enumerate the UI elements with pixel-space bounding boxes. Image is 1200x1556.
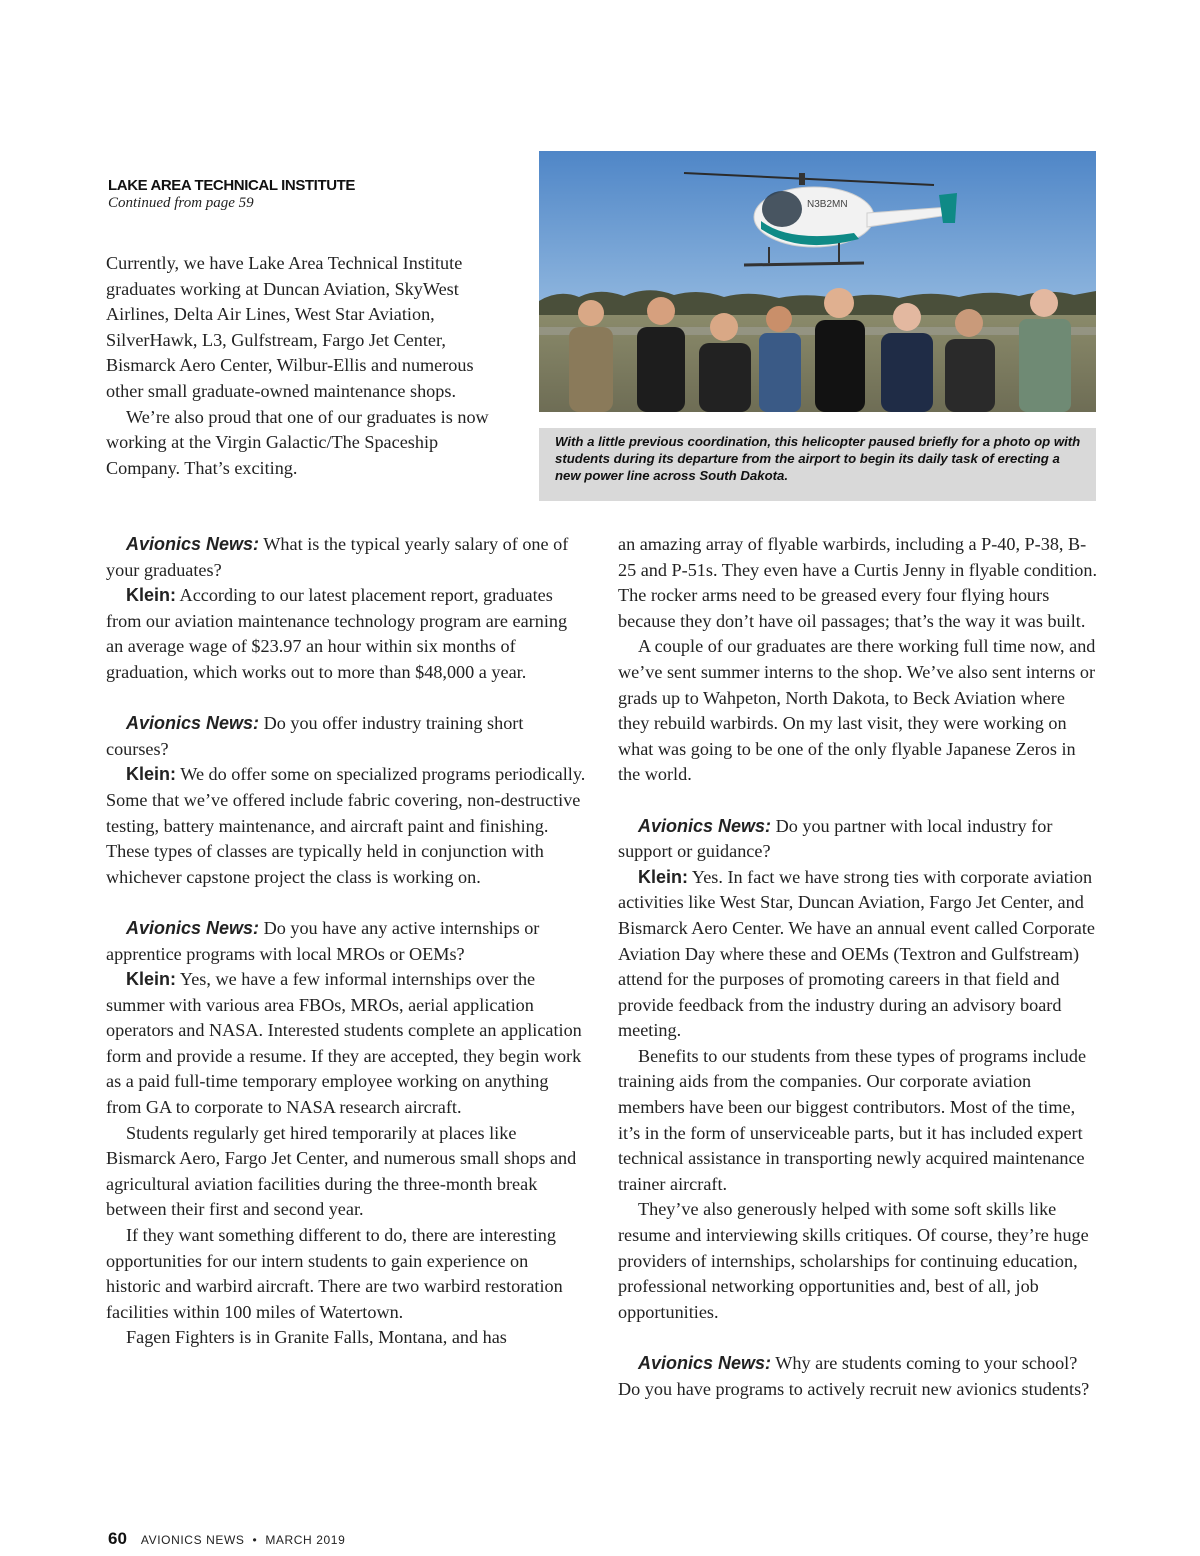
speaker-label: Avionics News: — [638, 815, 772, 836]
tail-number: N3B2MN — [807, 199, 848, 210]
paragraph-text: What is the typical yearly salary of one of your graduates? — [106, 534, 569, 580]
body-paragraph: Students regularly get hired temporarily at places like Bismarck Aero, Fargo Jet Center, and numerous small shops and agricultural aviation facilities during the three-month break between their first and second year. — [106, 1122, 577, 1220]
helicopter-group-photo — [539, 151, 1096, 412]
body-paragraph: They’ve also generously helped with some soft skills like resume and interviewing skills critiques. Of course, they’re huge providers of internships, scholarships for continuing education, professional networking opportunities and, best of all, job opportunities. — [618, 1199, 1089, 1322]
paragraph-text: Do you offer industry training short courses? — [106, 713, 524, 759]
body-paragraph: an amazing array of flyable warbirds, including a P-40, P-38, B-25 and P-51s. They even have a Curtis Jenny in flyable condition. The rocker arms need to be greased every four flying hours because they don’t have oil passages; that’s the way it was built. — [618, 534, 1098, 631]
speaker-label: Avionics News: — [638, 1353, 772, 1373]
publication-name: AVIONICS NEWS — [140, 1533, 245, 1547]
speaker-label: Klein: — [126, 585, 177, 606]
section-title: LAKE AREA TECHNICAL INSTITUTE — [108, 177, 356, 194]
paragraph-text: Yes, we have a few informal internships over the summer with various area FBOs, MROs, aerial application operators and NASA. Interested students complete an application form and provide a resume. If they are accepted, they begin work as a paid full-time temporary employee working on anything from GA to corporate to NASA research aircraft. — [106, 969, 582, 1118]
photo-caption: With a little previous coordination, this helicopter paused briefly for a photo op with students during its departure from the airport to begin its daily task of erecting a new power line across South Dakota. — [539, 428, 1096, 501]
page-number: 60 — [108, 1529, 127, 1548]
paragraph-text: Do you have any active internships or apprentice programs with local MROs or OEMs? — [106, 917, 540, 964]
section-header — [108, 177, 355, 212]
speaker-label: Avionics News: — [126, 534, 260, 554]
question-paragraph — [618, 814, 1098, 865]
left-column — [106, 532, 586, 1351]
body-paragraph: Benefits to our students from these types of programs include training aids from the companies. Our corporate aviation members have been our biggest contributors. Most of the time, it’s in the form of unserviceable parts, but it has included expert technical assistance in transporting newly acquired maintenance trainer aircraft. — [618, 1045, 1087, 1194]
paragraph-text: Yes. In fact we have strong ties with corporate aviation activities like West Star, Duncan Aviation, Fargo Jet Center, and Bismarck Aero Center. We have an annual event called Corporate Aviation Day where these and OEMs (Textron and Gulfstream) attend for the purposes of promoting careers in that field and provide feedback from the industry during an advisory board meeting. — [618, 866, 1095, 1041]
intro-text — [106, 251, 506, 481]
body-paragraph: A couple of our graduates are there working full time now, and we’ve sent summer interns to the shop. We’ve also sent interns or grads up to Wahpeton, North Dakota, to Beck Aviation where they rebuild warbirds. On my last visit, they were working on what was going to be one of the only flyable Japanese Zeros in the world. — [618, 636, 1096, 785]
answer-paragraph — [106, 583, 586, 685]
paragraph-text: According to our latest placement report, graduates from our aviation maintenance technology program are earning an average wage of $23.97 an hour within six months of graduation, which works out to more than $48,000 a year. — [106, 585, 568, 682]
speaker-label: Avionics News: — [126, 713, 260, 734]
intro-paragraph: Currently, we have Lake Area Technical Institute graduates working at Duncan Aviation, SkyWest Airlines, Delta Air Lines, West Star Aviation, SilverHawk, L3, Gulfstream, Fargo Jet Center, Bismarck Aero Center, Wilbur-Ellis and numerous other small graduate-owned maintenance shops. — [106, 253, 474, 401]
paragraph-text: Do you partner with local industry for support or guidance? — [618, 815, 1053, 862]
speaker-label: Klein: — [638, 866, 689, 887]
continued-note: Continued from page 59 — [108, 195, 254, 211]
answer-paragraph — [106, 967, 586, 1121]
issue-date: MARCH 2019 — [265, 1533, 346, 1547]
intro-paragraph: We’re also proud that one of our graduates is now working at the Virgin Galactic/The Spaceship Company. That’s exciting. — [106, 406, 489, 478]
speaker-label: Klein: — [126, 969, 177, 990]
page-footer — [108, 1529, 345, 1549]
speaker-label: Klein: — [126, 764, 177, 785]
body-paragraph: Fagen Fighters is in Granite Falls, Montana, and has — [126, 1327, 507, 1348]
answer-paragraph — [618, 865, 1098, 1044]
speaker-label: Avionics News: — [126, 917, 260, 938]
footer-separator: • — [252, 1533, 258, 1547]
body-paragraph: If they want something different to do, there are interesting opportunities for our intern students to gain experience on historic and warbird aircraft. There are two warbird restoration facilities within 100 miles of Watertown. — [106, 1225, 563, 1322]
question-paragraph — [618, 1351, 1098, 1402]
question-paragraph — [106, 916, 586, 967]
paragraph-text: Why are students coming to your school? Do you have programs to actively recruit new avionics students? — [618, 1353, 1090, 1399]
paragraph-text: We do offer some on specialized programs periodically. Some that we’ve offered include fabric covering, non-destructive testing, battery maintenance, and aircraft paint and finishing. These types of classes are typically held in conjunction with whichever capstone project the class is working on. — [106, 764, 586, 887]
question-paragraph — [106, 711, 586, 762]
question-paragraph — [106, 532, 586, 583]
right-column — [618, 532, 1098, 1402]
answer-paragraph — [106, 762, 586, 890]
